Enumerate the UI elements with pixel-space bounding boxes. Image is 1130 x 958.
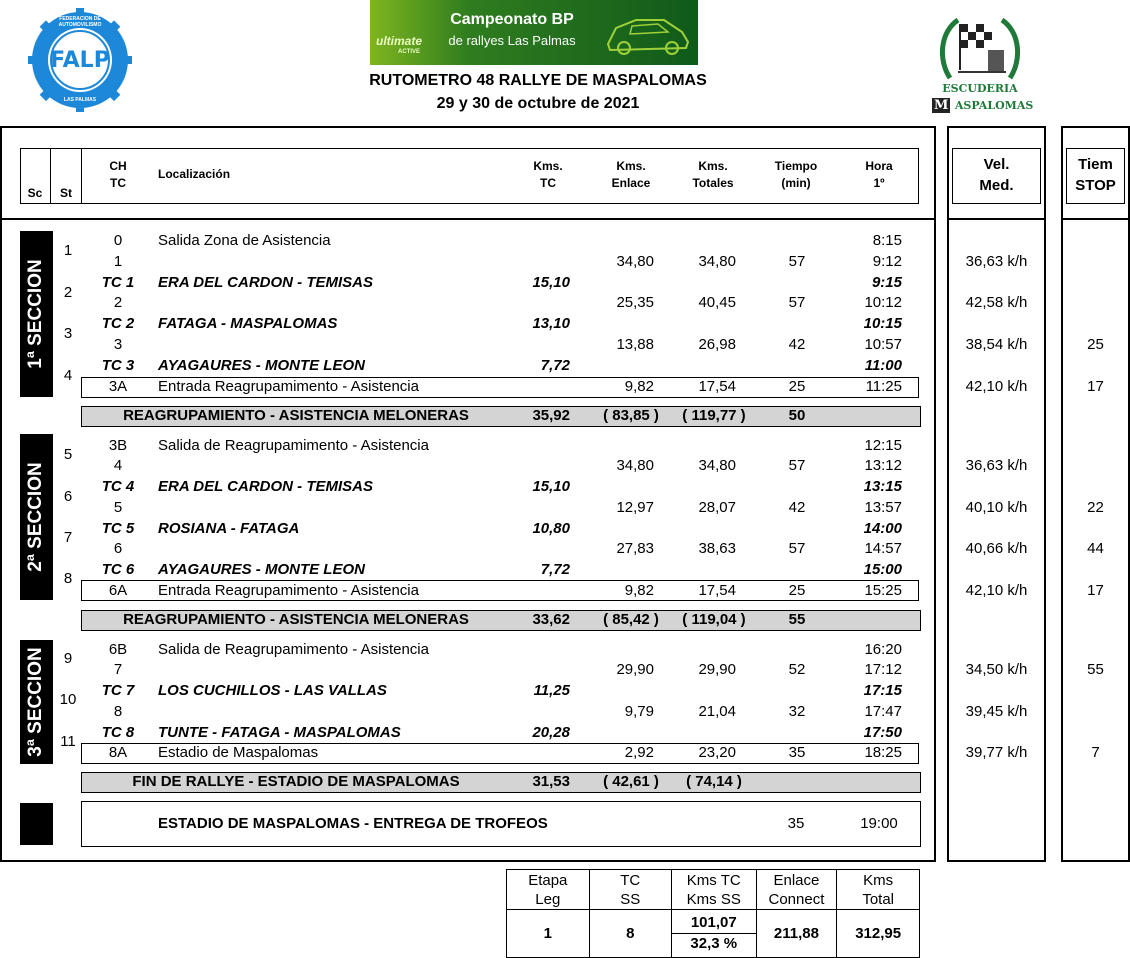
row-kms-enlace: 9,79 <box>624 703 654 720</box>
summary-enlace: ( 85,42 ) <box>603 611 659 628</box>
row-kms-totales: 28,07 <box>698 499 736 516</box>
row-ch: 8A <box>108 744 128 761</box>
row-ch: TC 6 <box>101 561 135 578</box>
col-kms-tc-line2: TC <box>540 176 556 190</box>
col-stop-line1: Tiem <box>1078 156 1113 173</box>
summary-tiempo: 50 <box>788 407 806 424</box>
final-black-marker <box>20 803 53 845</box>
totals-table <box>506 869 920 958</box>
col-localizacion: Localización <box>158 167 231 181</box>
row-kms-totales: 17,54 <box>698 378 736 395</box>
row-kms-totales: 26,98 <box>698 336 736 353</box>
row-kms-totales: 34,80 <box>698 457 736 474</box>
header-divider <box>0 218 936 220</box>
row-tiempo-stop: 7 <box>1091 744 1100 761</box>
row-hora: 15:25 <box>864 582 902 599</box>
row-hora: 9:12 <box>872 253 902 270</box>
brand-text: ultimate <box>376 34 423 48</box>
col-vel-line2: Med. <box>979 177 1014 194</box>
stage-number: 9 <box>63 650 73 667</box>
row-kms-tc: 11,25 <box>533 682 570 699</box>
row-kms-totales: 23,20 <box>698 744 736 761</box>
row-vel-med: 39,77 k/h <box>965 744 1028 761</box>
totals-kmsss-label: Kms SS <box>686 890 741 908</box>
row-tiempo: 25 <box>788 378 806 395</box>
totals-tc-value: 8 <box>589 910 671 958</box>
row-kms-enlace: 9,82 <box>624 378 654 395</box>
row-tiempo: 25 <box>788 582 806 599</box>
stage-number: 4 <box>63 367 73 384</box>
row-kms-tc: 20,28 <box>532 724 570 741</box>
row-hora: 11:25 <box>865 378 902 395</box>
document-date: 29 y 30 de octubre de 2021 <box>436 95 640 112</box>
row-tiempo: 57 <box>788 457 806 474</box>
row-hora: 18:25 <box>864 744 902 761</box>
row-kms-totales: 17,54 <box>698 582 736 599</box>
falp-ring-top: FEDERACION DE AUTOMOVILISMO <box>58 16 102 28</box>
row-ch: TC 7 <box>101 682 135 699</box>
row-vel-med: 42,10 k/h <box>965 378 1028 395</box>
st-ch-divider <box>81 148 82 204</box>
trophy-ceremony-tiempo: 35 <box>787 815 805 832</box>
stage-number: 8 <box>63 570 73 587</box>
totals-etapa-label: Etapa <box>528 871 568 889</box>
summary-totales: ( 119,04 ) <box>682 611 746 628</box>
row-hora: 10:57 <box>864 336 902 353</box>
row-vel-med: 39,45 k/h <box>965 703 1028 720</box>
row-ch: 6 <box>113 540 123 557</box>
row-hora: 14:57 <box>864 540 902 557</box>
stage-number: 11 <box>60 733 76 750</box>
row-vel-med: 40,66 k/h <box>965 540 1028 557</box>
campeonato-banner <box>370 0 698 65</box>
row-localizacion: ERA DEL CARDON - TEMISAS <box>158 274 374 291</box>
trophy-ceremony-label: ESTADIO DE MASPALOMAS - ENTREGA DE TROFEOS <box>158 815 548 832</box>
row-kms-enlace: 13,88 <box>616 336 654 353</box>
totals-tc-label: TC <box>620 871 641 889</box>
row-tiempo-stop: 44 <box>1087 540 1104 557</box>
totals-header-total <box>837 870 920 910</box>
row-hora: 13:15 <box>863 478 902 495</box>
col-st: St <box>60 186 72 200</box>
row-kms-tc: 7,72 <box>540 357 570 374</box>
stage-number: 1 <box>63 242 73 259</box>
row-tiempo-stop: 25 <box>1087 336 1104 353</box>
row-kms-enlace: 9,82 <box>624 582 654 599</box>
sc-st-divider <box>50 148 51 204</box>
row-ch: TC 2 <box>101 315 135 332</box>
totals-header-kms-tc <box>671 870 756 910</box>
totals-leg-label: Leg <box>535 890 561 908</box>
totals-kms-label: Kms <box>863 871 894 889</box>
section-label-2: 2ª SECCION <box>25 462 46 572</box>
totals-total-value: 312,95 <box>837 910 920 958</box>
row-vel-med: 36,63 k/h <box>965 457 1028 474</box>
totals-ss-label: SS <box>620 890 641 908</box>
rally-car-icon <box>602 8 692 58</box>
totals-kms-tc-value: 101,07 <box>672 913 756 934</box>
row-ch: 0 <box>113 232 123 249</box>
row-kms-tc: 13,10 <box>532 315 570 332</box>
col-hora-line2: 1º <box>873 176 885 190</box>
banner-subtitle: de rallyes Las Palmas <box>448 33 576 48</box>
row-tiempo-stop: 17 <box>1087 378 1104 395</box>
row-kms-enlace: 25,35 <box>616 294 654 311</box>
row-ch: TC 5 <box>101 520 135 537</box>
row-ch: 3 <box>113 336 123 353</box>
brand-sub-text: ACTIVE <box>398 49 421 55</box>
row-ch: 1 <box>113 253 123 270</box>
row-ch: 6A <box>108 582 128 599</box>
row-kms-enlace: 27,83 <box>616 540 654 557</box>
row-localizacion: ROSIANA - FATAGA <box>158 520 300 537</box>
totals-etapa-value: 1 <box>507 910 590 958</box>
row-localizacion: Entrada Reagrupamimento - Asistencia <box>158 378 419 395</box>
row-localizacion: LOS CUCHILLOS - LAS VALLAS <box>158 682 387 699</box>
stage-number: 3 <box>63 325 73 342</box>
summary-kms-tc: 31,53 <box>532 773 570 790</box>
row-kms-totales: 34,80 <box>698 253 736 270</box>
escuderia-line2: ASPALOMAS <box>954 99 1034 112</box>
row-localizacion: Salida Zona de Asistencia <box>158 232 331 249</box>
totals-enlace-label: Enlace <box>773 871 820 889</box>
row-kms-tc: 15,10 <box>532 478 570 495</box>
speed-header-divider <box>947 218 1046 220</box>
summary-totales: ( 119,77 ) <box>682 407 746 424</box>
section-label-3: 3ª SECCION <box>25 647 46 757</box>
summary-label: REAGRUPAMIENTO - ASISTENCIA MELONERAS <box>123 611 469 628</box>
totals-header-enlace <box>756 870 837 910</box>
row-ch: TC 4 <box>101 478 135 495</box>
row-ch: 3A <box>108 378 128 395</box>
falp-ring-bottom: LAS PALMAS <box>63 97 97 103</box>
col-hora-line1: Hora <box>865 159 893 173</box>
row-hora: 16:20 <box>864 641 902 658</box>
summary-label: FIN DE RALLYE - ESTADIO DE MASPALOMAS <box>132 773 460 790</box>
row-ch: TC 3 <box>101 357 135 374</box>
row-hora: 13:12 <box>864 457 902 474</box>
col-stop-line2: STOP <box>1075 177 1116 194</box>
row-kms-totales: 38,63 <box>698 540 736 557</box>
row-localizacion: AYAGAURES - MONTE LEON <box>158 357 365 374</box>
row-hora: 10:12 <box>864 294 902 311</box>
stage-number: 5 <box>63 446 73 463</box>
row-hora: 17:50 <box>863 724 902 741</box>
row-hora: 15:00 <box>863 561 902 578</box>
row-tiempo: 52 <box>788 661 806 678</box>
row-hora: 12:15 <box>864 437 902 454</box>
banner-title: Campeonato BP <box>450 11 574 28</box>
col-kms-tc-line1: Kms. <box>533 159 563 173</box>
row-kms-totales: 21,04 <box>698 703 736 720</box>
row-hora: 14:00 <box>863 520 902 537</box>
section-label-1: 1ª SECCION <box>25 259 46 369</box>
row-hora: 17:12 <box>864 661 902 678</box>
row-vel-med: 36,63 k/h <box>965 253 1028 270</box>
row-kms-tc: 7,72 <box>540 561 570 578</box>
row-ch: TC 8 <box>101 724 135 741</box>
row-kms-totales: 29,90 <box>698 661 736 678</box>
row-hora: 10:15 <box>863 315 902 332</box>
stage-number: 2 <box>63 284 73 301</box>
row-tiempo: 42 <box>788 499 806 516</box>
row-vel-med: 38,54 k/h <box>965 336 1028 353</box>
col-kms-enlace-line1: Kms. <box>616 159 646 173</box>
totals-enlace-value: 211,88 <box>756 910 837 958</box>
col-kms-totales-line1: Kms. <box>698 159 728 173</box>
col-kms-totales-line2: Totales <box>692 176 734 190</box>
col-kms-enlace-line2: Enlace <box>611 176 651 190</box>
totals-kms-tc-cell <box>671 910 756 958</box>
totals-kmstc-label: Kms TC <box>686 871 741 889</box>
row-ch: 7 <box>113 661 123 678</box>
summary-tiempo: 55 <box>788 611 806 628</box>
row-vel-med: 42,10 k/h <box>965 582 1028 599</box>
summary-enlace: ( 42,61 ) <box>603 773 659 790</box>
escuderia-logo <box>930 10 1034 114</box>
col-tiempo-line2: (min) <box>781 176 811 190</box>
row-ch: 3B <box>108 437 128 454</box>
row-hora: 9:15 <box>871 274 902 291</box>
totals-header-etapa <box>507 870 590 910</box>
summary-totales: ( 74,14 ) <box>686 773 742 790</box>
row-localizacion: FATAGA - MASPALOMAS <box>158 315 338 332</box>
row-ch: TC 1 <box>101 274 135 291</box>
row-kms-enlace: 29,90 <box>616 661 654 678</box>
row-tiempo-stop: 17 <box>1087 582 1104 599</box>
row-tiempo: 42 <box>788 336 806 353</box>
row-kms-totales: 40,45 <box>698 294 736 311</box>
row-ch: 5 <box>113 499 123 516</box>
stop-header-divider <box>1061 218 1130 220</box>
row-localizacion: TUNTE - FATAGA - MASPALOMAS <box>158 724 401 741</box>
col-tiempo-line1: Tiempo <box>774 159 818 173</box>
falp-logo <box>24 8 136 112</box>
row-localizacion: AYAGAURES - MONTE LEON <box>158 561 365 578</box>
row-localizacion: Entrada Reagrupamimento - Asistencia <box>158 582 419 599</box>
row-hora: 8:15 <box>872 232 902 249</box>
stage-number: 7 <box>63 529 73 546</box>
row-kms-enlace: 34,80 <box>616 457 654 474</box>
row-tiempo-stop: 55 <box>1087 661 1104 678</box>
trophy-ceremony-hora: 19:00 <box>860 815 898 832</box>
summary-label: REAGRUPAMIENTO - ASISTENCIA MELONERAS <box>123 407 469 424</box>
row-hora: 11:00 <box>864 357 902 374</box>
col-vel-line1: Vel. <box>983 156 1010 173</box>
row-tiempo-stop: 22 <box>1087 499 1104 516</box>
totals-kms-tc-percent: 32,3 % <box>690 935 738 952</box>
row-vel-med: 42,58 k/h <box>965 294 1028 311</box>
summary-kms-tc: 35,92 <box>532 407 570 424</box>
summary-enlace: ( 83,85 ) <box>603 407 659 424</box>
row-kms-tc: 15,10 <box>532 274 570 291</box>
col-sc: Sc <box>27 186 43 200</box>
row-localizacion: Salida de Reagrupamimento - Asistencia <box>158 641 429 658</box>
escuderia-letter: M <box>934 98 949 113</box>
totals-total-label: Total <box>862 890 894 908</box>
row-tiempo: 35 <box>788 744 806 761</box>
row-tiempo: 57 <box>788 540 806 557</box>
col-ch-line2: TC <box>110 176 126 190</box>
stage-number: 6 <box>63 488 73 505</box>
row-ch: 2 <box>113 294 123 311</box>
stage-number: 10 <box>59 691 77 708</box>
row-vel-med: 40,10 k/h <box>965 499 1028 516</box>
col-ch-line1: CH <box>109 159 127 173</box>
row-kms-tc: 10,80 <box>532 520 570 537</box>
summary-kms-tc: 33,62 <box>532 611 570 628</box>
row-localizacion: Salida de Reagrupamimento - Asistencia <box>158 437 429 454</box>
row-ch: 8 <box>113 703 123 720</box>
row-hora: 13:57 <box>864 499 902 516</box>
row-tiempo: 32 <box>788 703 806 720</box>
escuderia-line1: ESCUDERIA <box>942 82 1018 95</box>
totals-connect-label: Connect <box>768 890 825 908</box>
row-kms-enlace: 12,97 <box>616 499 654 516</box>
row-hora: 17:15 <box>863 682 902 699</box>
row-kms-enlace: 2,92 <box>624 744 654 761</box>
falp-logo-text: FALP <box>50 48 110 73</box>
totals-header-tc <box>589 870 671 910</box>
row-localizacion: ERA DEL CARDON - TEMISAS <box>158 478 374 495</box>
row-localizacion: Estadio de Maspalomas <box>158 744 319 761</box>
document-title: RUTOMETRO 48 RALLYE DE MASPALOMAS <box>369 72 707 89</box>
row-ch: 6B <box>108 641 128 658</box>
row-tiempo: 57 <box>788 294 806 311</box>
row-ch: 4 <box>113 457 123 474</box>
row-tiempo: 57 <box>788 253 806 270</box>
row-hora: 17:47 <box>864 703 902 720</box>
row-kms-enlace: 34,80 <box>616 253 654 270</box>
row-vel-med: 34,50 k/h <box>965 661 1028 678</box>
